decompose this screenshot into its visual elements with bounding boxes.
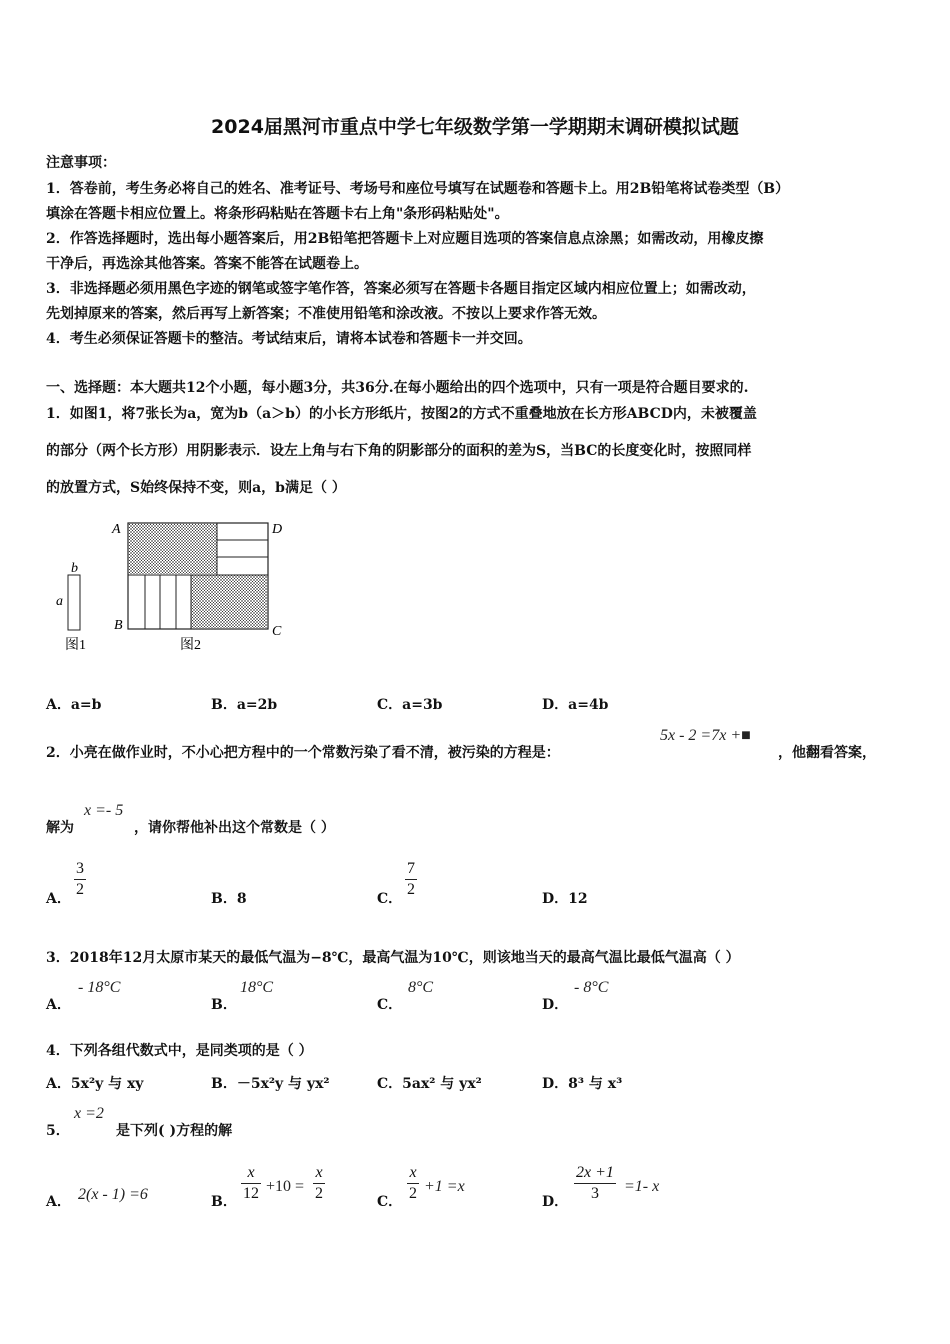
fraction-numerator: 7 (407, 860, 415, 877)
notice-heading: 注意事项： (46, 155, 116, 171)
notice-line: 填涂在答题卡相应位置上。将条形码粘贴在答题卡右上角"条形码粘贴处"。 (46, 206, 509, 222)
q2-equation: 5x - 2 =7x +■ (660, 727, 751, 744)
q3-option-c-label: C． (377, 997, 403, 1013)
q3-option-c-value: 8°C (408, 979, 434, 996)
notice-line: 4．考生必须保证答题卡的整洁。考试结束后，请将本试卷和答题卡一并交回。 (46, 331, 532, 347)
page-title: 2024届黑河市重点中学七年级数学第一学期期末调研模拟试题 (211, 116, 739, 138)
notice-line: 2．作答选择题时，选出每小题答案后，用2B铅笔把答题卡上对应题目选项的答案信息点涂黑；如需改动，用橡皮擦 (46, 231, 764, 247)
q3-option-d-value: - 8°C (574, 979, 609, 996)
q1-option-b: B．a=2b (211, 697, 278, 713)
q1-text-line: 的放置方式，S始终保持不变，则a，b满足（ ） (46, 480, 346, 496)
notice-line: 3．非选择题必须用黑色字迹的钢笔或签字笔作答，答案必须写在答题卡各题目指定区域内相应位置上；如需改动， (46, 281, 756, 297)
q5-option-c-label: C． (377, 1194, 403, 1210)
fraction-denominator: 12 (243, 1185, 259, 1202)
q2-option-b: B．8 (211, 891, 247, 907)
fraction-numerator: 3 (76, 860, 84, 877)
q4-option-b: B．－5x²y 与 yx² (211, 1076, 330, 1092)
fig2-label-B: B (114, 618, 123, 633)
q5-option-c-fraction (407, 1164, 419, 1203)
q3-option-a-value: - 18°C (78, 979, 121, 996)
fraction-denominator: 2 (76, 881, 84, 898)
q5-option-d-fraction (574, 1164, 616, 1203)
q5-option-b-fraction-right (313, 1164, 325, 1203)
q5-option-c-rest: +1 =x (424, 1178, 465, 1195)
fig1-caption: 图1 (65, 638, 86, 653)
q5-option-b-middle: +10 = (266, 1178, 305, 1195)
q5-text: 是下列( )方程的解 (116, 1123, 233, 1139)
fraction-denominator: 2 (409, 1185, 417, 1202)
fig2-label-C: C (272, 624, 282, 639)
q3-text: 3．2018年12月太原市某天的最低气温为−8℃，最高气温为10℃，则该地当天的最高气温比最低气温高（ ） (46, 950, 740, 966)
notice-line: 干净后，再选涂其他答案。答案不能答在试题卷上。 (46, 256, 368, 272)
q2-option-c-label: C． (377, 891, 403, 907)
fig2-shaded-bottom-right (191, 575, 267, 628)
fraction-denominator: 3 (590, 1185, 599, 1202)
q5-option-d-rest: =1- x (624, 1178, 660, 1195)
q1-option-c: C．a=3b (377, 697, 443, 713)
q2-option-c-fraction (405, 860, 417, 899)
fig2-label-A: A (112, 522, 121, 537)
q5-option-d-label: D． (542, 1194, 569, 1210)
q1-option-a: A．a=b (46, 697, 102, 713)
fig1-label-a: a (56, 594, 63, 609)
q3-option-b-label: B． (211, 997, 237, 1013)
fig2-caption: 图2 (180, 638, 201, 653)
q3-option-a-label: A． (46, 997, 71, 1013)
q1-figure (50, 517, 300, 657)
q4-option-a: A．5x²y 与 xy (46, 1076, 144, 1092)
notice-line: 先划掉原来的答案，然后再写上新答案；不准使用铅笔和涂改液。不按以上要求作答无效。 (46, 306, 606, 322)
q3-option-b-value: 18°C (240, 979, 274, 996)
fraction-numerator: x (315, 1164, 323, 1181)
q5-condition: x =2 (74, 1105, 104, 1122)
q2-text: 2．小亮在做作业时，不小心把方程中的一个常数污染了看不清，被污染的方程是： (46, 745, 560, 761)
fraction-numerator: 2x +1 (576, 1164, 614, 1181)
fraction-numerator: x (247, 1164, 255, 1181)
q5-option-b-fraction-left (241, 1164, 261, 1203)
q5-number: 5． (46, 1123, 70, 1139)
q2-option-a-label: A． (46, 891, 71, 907)
fig1-rectangle (68, 575, 80, 630)
fraction-denominator: 2 (315, 1185, 323, 1202)
q5-option-b-label: B． (211, 1194, 237, 1210)
fraction-numerator: x (409, 1164, 417, 1181)
q2-text-cont: ，他翻看答案， (778, 745, 876, 761)
fig2-label-D: D (272, 522, 283, 537)
q2-option-d: D．12 (542, 891, 588, 907)
q4-text: 4．下列各组代数式中，是同类项的是（ ） (46, 1043, 313, 1059)
q2-text-solution-prefix: 解为 (46, 820, 74, 836)
q4-option-c: C．5ax² 与 yx² (377, 1076, 482, 1092)
q2-option-a-fraction (74, 860, 86, 899)
q2-text-end: ，请你帮他补出这个常数是（ ） (134, 820, 335, 836)
section-heading: 一、选择题：本大题共12个小题，每小题3分，共36分.在每小题给出的四个选项中，只有一项是符合题目要求的. (46, 380, 749, 396)
q4-option-d: D．8³ 与 x³ (542, 1076, 623, 1092)
q5-option-a-equation: 2(x - 1) =6 (78, 1186, 148, 1203)
q1-text-line: 的部分（两个长方形）用阴影表示．设左上角与右下角的阴影部分的面积的差为S，当BC的长度变化时，按照同样 (46, 443, 752, 459)
fig2-shaded-top-left (129, 524, 217, 574)
q5-option-a-label: A． (46, 1194, 71, 1210)
fraction-denominator: 2 (407, 881, 415, 898)
q2-solution: x =- 5 (84, 802, 124, 819)
fig1-label-b: b (71, 561, 78, 576)
q1-option-d: D．a=4b (542, 697, 609, 713)
q1-text-line: 1．如图1，将7张长为a，宽为b（a＞b）的小长方形纸片，按图2的方式不重叠地放在长方形ABCD内，未被覆盖 (46, 406, 757, 422)
notice-line: 1．答卷前，考生务必将自己的姓名、准考证号、考场号和座位号填写在试题卷和答题卡上。用2B铅笔将试卷类型（B） (46, 181, 790, 197)
q3-option-d-label: D． (542, 997, 569, 1013)
